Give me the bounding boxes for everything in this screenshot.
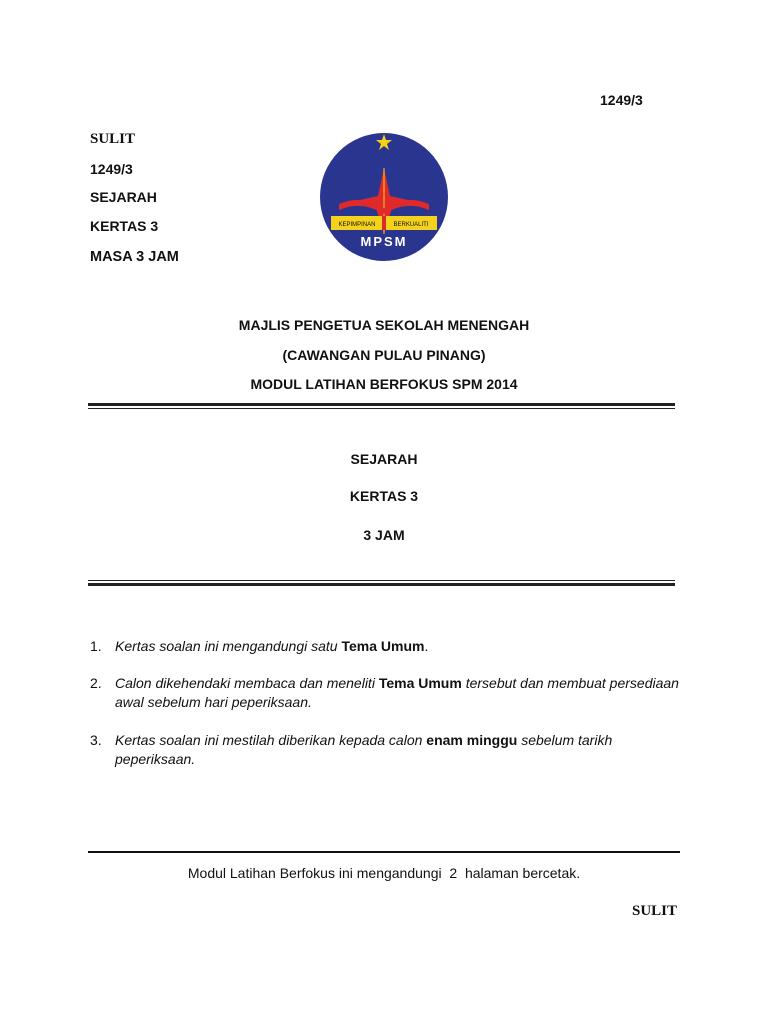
instruction-number: 3. — [90, 732, 102, 748]
mpsm-logo — [317, 130, 451, 265]
footer-page-count: Modul Latihan Berfokus ini mengandungi 2 halaman bercetak. — [187, 865, 581, 881]
duration-label: MASA 3 JAM — [90, 249, 179, 265]
document-code-top: 1249/3 — [600, 92, 643, 108]
instruction-text: Calon dikehendaki membaca dan meneliti — [115, 675, 379, 691]
instruction-number: 2. — [90, 675, 102, 691]
instruction-text: Kertas soalan ini mengandungi satu — [115, 638, 342, 654]
subject-label: SEJARAH — [90, 189, 157, 205]
instruction-emphasis: Tema Umum — [341, 638, 425, 654]
instruction-text-end: sebelum tarikh peperiksaan. — [115, 732, 613, 767]
instruction-item — [90, 731, 680, 769]
banner-right-text: BERKUALITI — [393, 222, 429, 228]
footer-divider — [88, 851, 680, 853]
paper-subject: SEJARAH — [350, 451, 418, 467]
instruction-item — [90, 674, 680, 712]
divider-top-thick — [88, 403, 675, 406]
instruction-emphasis: Tema Umum — [378, 675, 462, 691]
document-code: 1249/3 — [90, 161, 133, 177]
banner-left-text: KEPIMPINAN — [338, 222, 376, 228]
instruction-text: Kertas soalan ini mestilah diberikan kepada calon — [115, 732, 427, 748]
logo-acronym: MPSM — [360, 234, 408, 249]
instruction-item — [90, 637, 680, 656]
instruction-emphasis: enam minggu — [426, 732, 518, 748]
paper-time: 3 JAM — [363, 527, 405, 543]
org-line-1: MAJLIS PENGETUA SEKOLAH MENENGAH — [238, 317, 530, 333]
instruction-number: 1. — [90, 638, 102, 654]
classification-label: SULIT — [90, 131, 136, 147]
instruction-text-end: tersebut dan membuat persediaan awal sebelum hari peperiksaan. — [115, 675, 679, 710]
divider-top-thin — [88, 408, 675, 409]
classification-label-bottom: SULIT — [632, 903, 678, 919]
org-line-3: MODUL LATIHAN BERFOKUS SPM 2014 — [250, 376, 518, 392]
org-line-2: (CAWANGAN PULAU PINANG) — [282, 347, 486, 363]
paper-label: KERTAS 3 — [90, 218, 159, 234]
divider-middle-thick — [88, 583, 675, 586]
divider-middle-thin — [88, 580, 675, 581]
paper-number: KERTAS 3 — [349, 488, 419, 504]
instruction-text-end: . — [424, 638, 429, 654]
